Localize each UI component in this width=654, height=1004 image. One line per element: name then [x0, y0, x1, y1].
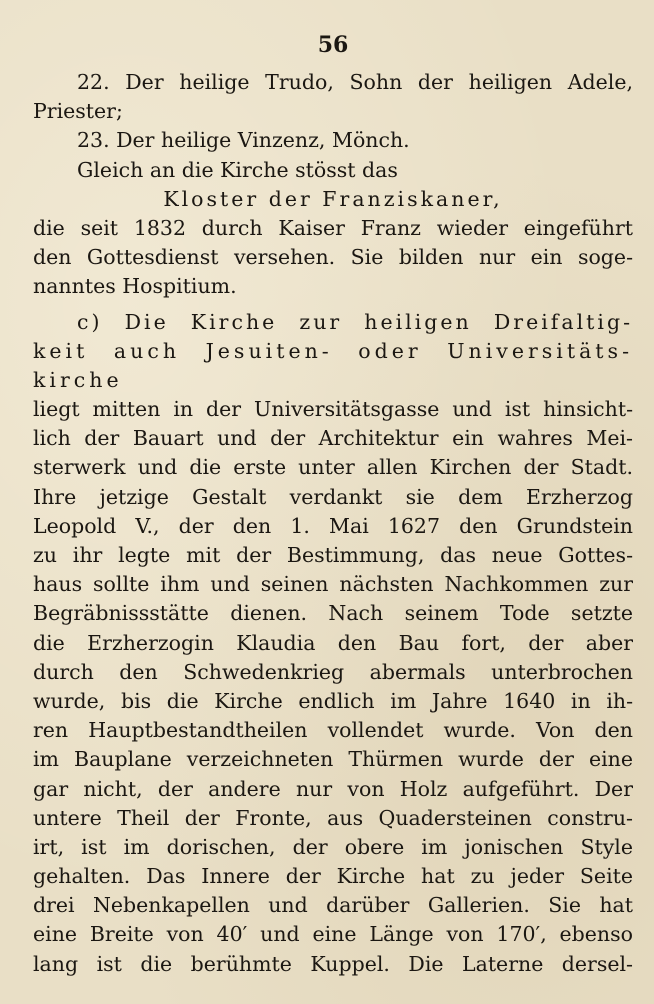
book-page — [33, 30, 633, 979]
text-line: den Gottesdienst versehen. Sie bilden nur ein soge- — [33, 245, 633, 270]
text-line: 23. Der heilige Vinzenz, Mönch. — [77, 128, 410, 153]
text-line: gar nicht, der andere nur von Holz aufgeführt. Der — [33, 776, 633, 801]
text-line: ren Hauptbestandtheilen vollendet wurde. Von den — [33, 718, 633, 743]
text-line: gehalten. Das Innere der Kirche hat zu jeder Seite — [33, 864, 633, 889]
text-line: drei Nebenkapellen und darüber Gallerien. Sie hat — [33, 893, 633, 918]
text-line: 22. Der heilige Trudo, Sohn der heiligen Adele, — [77, 70, 633, 94]
text-line: Ihre jetzige Gestalt verdankt sie dem Erzherzog — [33, 484, 633, 509]
section-heading: keit auch Jesuiten- oder Universitäts- — [33, 338, 633, 363]
text-line: Gleich an die Kirche stösst das — [77, 157, 398, 182]
text-line: nanntes Hospitium. — [33, 274, 237, 299]
text-line: sterwerk und die erste unter allen Kirchen der Stadt. — [33, 455, 633, 480]
text-line: die seit 1832 durch Kaiser Franz wieder eingeführt — [33, 215, 633, 240]
text-line: zu ihr legte mit der Bestimmung, das neue Gottes- — [33, 543, 633, 567]
text-line: durch den Schwedenkrieg abermals unterbrochen — [33, 659, 633, 684]
text-line: liegt mitten in der Universitätsgasse und ist hinsicht- — [33, 397, 633, 422]
text-line: Priester; — [33, 99, 123, 124]
text-line: wurde, bis die Kirche endlich im Jahre 1640 in ih- — [33, 688, 633, 713]
text-line: irt, ist im dorischen, der obere im jonischen Style — [33, 834, 633, 859]
page-number: 56 — [317, 32, 349, 58]
section-heading: kirche — [33, 367, 123, 392]
section-heading: c) Die Kirche zur heiligen Dreifaltig- — [77, 309, 633, 334]
text-line: die Erzherzogin Klaudia den Bau fort, der aber — [33, 630, 633, 655]
text-line: im Bauplane verzeichneten Thürmen wurde der eine — [33, 747, 633, 772]
text-line: eine Breite von 40′ und eine Länge von 170′, ebenso — [33, 922, 633, 947]
text-line: lang ist die berühmte Kuppel. Die Laterne dersel- — [33, 951, 633, 976]
text-line: untere Theil der Fronte, aus Quadersteinen constru- — [33, 805, 633, 830]
text-line: Begräbnissstätte dienen. Nach seinem Tode setzte — [33, 601, 633, 626]
text-line: haus sollte ihm und seinen nächsten Nachkommen zur — [33, 572, 633, 597]
text-line: lich der Bauart und der Architektur ein wahres Mei- — [33, 426, 633, 451]
section-heading: Kloster der Franziskaner, — [163, 186, 503, 211]
text-line: Leopold V., der den 1. Mai 1627 den Grundstein — [33, 513, 633, 538]
